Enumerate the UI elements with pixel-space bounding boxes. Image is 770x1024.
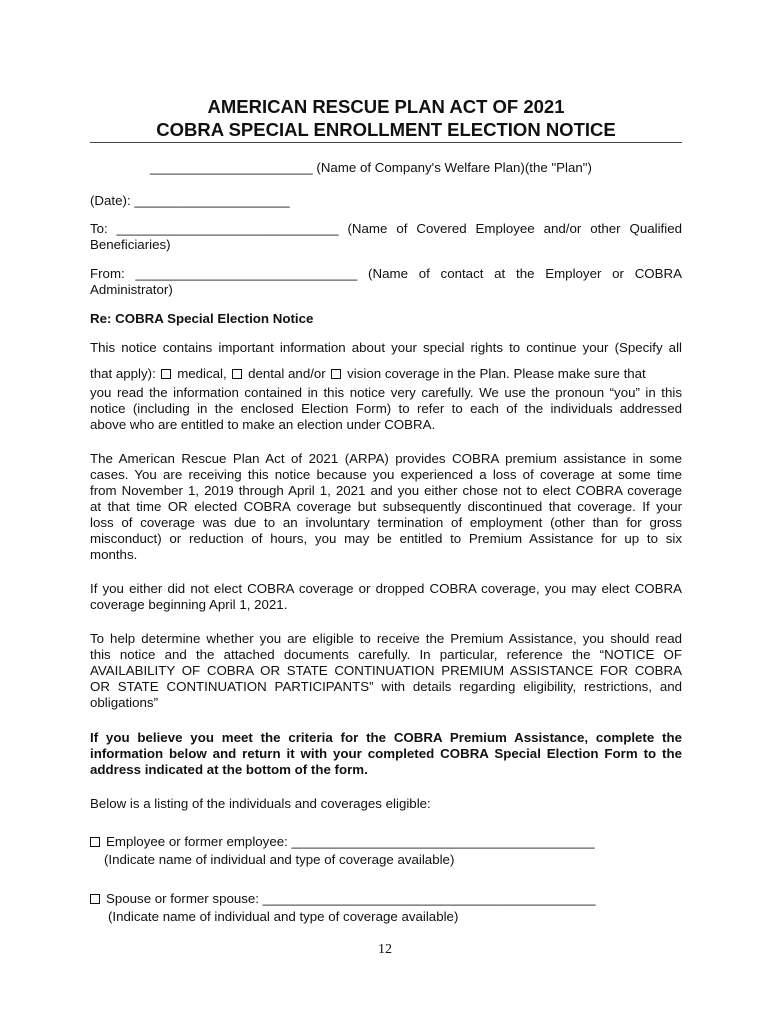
eligibility-paragraph-line: obligations” xyxy=(90,695,159,710)
to-field-line-2: Beneficiaries) xyxy=(90,237,171,252)
plan-name-field: ______________________ (Name of Company's Welfare Plan)(the "Plan") xyxy=(150,160,592,175)
page-number: 12 xyxy=(378,942,392,957)
medical-option-label: medical, xyxy=(177,366,231,381)
re-line: Re: COBRA Special Election Notice xyxy=(90,311,314,326)
criteria-paragraph-line: address indicated at the bottom of the form. xyxy=(90,762,368,777)
medical-checkbox[interactable] xyxy=(161,369,171,379)
dental-option-label: dental and/or xyxy=(248,366,330,381)
criteria-paragraph-line: If you believe you meet the criteria for the COBRA Premium Assistance, complete the xyxy=(90,730,682,745)
arpa-paragraph-line: at that time OR elected COBRA coverage but subsequently discontinued that coverage. If your xyxy=(90,499,682,514)
employee-checklist-note: (Indicate name of individual and type of coverage available) xyxy=(104,852,455,867)
eligibility-paragraph-line: OR STATE CONTINUATION PARTICIPANTS” with details regarding eligibility, restrictions, and xyxy=(90,679,682,694)
eligibility-paragraph-line: this notice and the attached documents carefully. In particular, reference the “NOTICE OF xyxy=(90,647,682,662)
spouse-checklist-note: (Indicate name of individual and type of coverage available) xyxy=(108,909,459,924)
criteria-paragraph-line: information below and return it with your completed COBRA Special Election Form to the xyxy=(90,746,682,761)
arpa-paragraph-line: cases. You are receiving this notice because you experienced a loss of coverage at some time xyxy=(90,467,682,482)
elect-paragraph-line: If you either did not elect COBRA coverage or dropped COBRA coverage, you may elect COBRA xyxy=(90,581,682,596)
arpa-paragraph-line: months. xyxy=(90,547,138,562)
vision-checkbox[interactable] xyxy=(331,369,341,379)
dental-checkbox[interactable] xyxy=(232,369,242,379)
intro-line-3: you read the information contained in this notice very carefully. We use the pronoun “you” in this xyxy=(90,385,682,400)
eligibility-paragraph-line: To help determine whether you are eligible to receive the Premium Assistance, you should read xyxy=(90,631,682,646)
from-field-line-2: Administrator) xyxy=(90,282,173,297)
employee-checkbox[interactable] xyxy=(90,837,100,847)
document-title-line-2: COBRA SPECIAL ENROLLMENT ELECTION NOTICE xyxy=(156,119,616,140)
from-field-line-1: From: ______________________________ (Name of contact at the Employer or COBRA xyxy=(90,266,682,281)
arpa-paragraph-line: misconduct) or reduction of hours, you may be entitled to Premium Assistance for up to six xyxy=(90,531,682,546)
arpa-paragraph-line: loss of coverage was due to an involuntary termination of employment (other than for gross xyxy=(90,515,682,530)
eligibility-paragraph-line: AVAILABILITY OF COBRA OR STATE CONTINUATION PREMIUM ASSISTANCE FOR COBRA xyxy=(90,663,682,678)
intro-line-2 xyxy=(90,366,682,382)
arpa-paragraph-line: from November 1, 2019 through April 1, 2021 and you either chose not to elect COBRA coverage xyxy=(90,483,682,498)
vision-option-label: vision coverage in the Plan. Please make sure that xyxy=(347,366,646,381)
listing-intro: Below is a listing of the individuals and coverages eligible: xyxy=(90,796,431,811)
intro-line-1: This notice contains important information about your special rights to continue your (Specify all xyxy=(90,340,682,355)
title-divider xyxy=(90,142,682,143)
intro-line-2-prefix: that apply): xyxy=(90,366,160,381)
intro-line-4: notice (including in the enclosed Election Form) to refer to each of the individuals addressed xyxy=(90,401,682,416)
arpa-paragraph-line: The American Rescue Plan Act of 2021 (ARPA) provides COBRA premium assistance in some xyxy=(90,451,682,466)
to-field-line-1: To: ______________________________ (Name of Covered Employee and/or other Qualified xyxy=(90,221,682,236)
employee-checklist-item xyxy=(90,834,682,850)
date-field: (Date): _____________________ xyxy=(90,193,290,208)
document-title-line-1: AMERICAN RESCUE PLAN ACT OF 2021 xyxy=(207,96,565,117)
spouse-checklist-item xyxy=(90,891,682,907)
spouse-checkbox[interactable] xyxy=(90,894,100,904)
elect-paragraph-line: coverage beginning April 1, 2021. xyxy=(90,597,288,612)
intro-line-5: above who are entitled to make an election under COBRA. xyxy=(90,417,436,432)
employee-checklist-label: Employee or former employee: _________________________________________ xyxy=(106,834,595,849)
spouse-checklist-label: Spouse or former spouse: _____________________________________________ xyxy=(106,891,596,906)
